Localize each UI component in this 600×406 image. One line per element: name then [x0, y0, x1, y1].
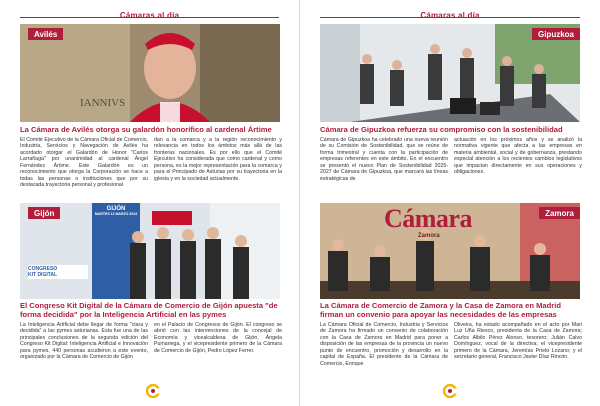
headline-gijon: El Congreso Kit Digital de la Cámara de Comercio de Gijón apuesta "de forma decidida" por la Inteligencia Artificial en las pymes — [20, 301, 278, 319]
region-tag-gipuzkoa: Gipuzkoa — [532, 28, 580, 40]
body-gijon — [20, 322, 282, 361]
inscription-text: IANNIVS — [80, 97, 126, 109]
page-header — [20, 2, 279, 18]
wall-logo-sub-text: Zamora — [418, 233, 440, 239]
zamora-wall-logo — [384, 206, 472, 232]
region-tag-gijon: Gijón — [28, 207, 60, 219]
body-aviles-col2: dan a la comarca y a la región reconocimiento y relevancia en todos los ámbitos más allá de las fronteras nacionales. Es por ello que el Comité Ejecutivo ha considerada que como cardenal y como persona, es la mejor representación para la comarca y para el Principado de Asturias por su trayectoria en la iglesia y en la sociedad actualmente. — [154, 137, 282, 182]
body-aviles-col1: El Comité Ejecutivo de la Cámara Oficial de Comercio, Industria, Servicios y Navegación de Avilés ha acordado otorgar el Galardón de Honor "Carlos Larrañaga" por unanimidad al cardenal Ángel Fernández Ártime. Este Galardón es un reconocimiento que otorga la Corporación se hace a todas las personas o instituciones que por su destacada trayectoria personal y profesional — [20, 137, 148, 189]
page-header — [320, 2, 580, 18]
body-gijon-col2: en el Palacio de Congresos de Gijón. El congreso se abrió con las intervenciones de la concejal de Economía y vicealcaldesa de Gijón, Ángela Pumariega, y el vicepresidente primero de la Cámara de Comercio de Gijón, Pedro López Ferrer. — [154, 322, 282, 354]
gijon-banner-bottom — [28, 266, 80, 278]
camara-c-logo-icon — [146, 384, 160, 398]
banner-line-4: KIT DIGITAL — [28, 272, 58, 278]
banner-line-1: GIJÓN — [106, 206, 126, 212]
camara-c-logo-icon — [443, 384, 457, 398]
body-zamora-col1: La Cámara Oficial de Comercio, Industria y Servicios de Zamora ha firmado un convenio de colaboración con la Casa de Zamora en Madrid para poner a disposición de las empresas de la provincia un nuevo punto de encuentro, promoción y desarrollo en la capital de España. El presidente de la Cámara de Comercio, Enrique — [320, 322, 448, 367]
headline-aviles: La Cámara de Avilés otorga su galardón honorífico al cardenal Ártime — [20, 125, 272, 134]
body-zamora — [320, 322, 582, 367]
body-aviles — [20, 137, 282, 189]
body-gipuzkoa-col1: Cámara de Gipuzkoa ha celebrado una nueva reunión de su Comisión de Sostenibilidad, que se reúne de forma trimestral y cuenta con la participación de empresas referentes en este ámbito. En el encuentro se presentó el nuevo Plan de Sostenibilidad 2025-2027 de Cámara de Gipuzkoa, que marcará las líneas estratégicas de — [320, 137, 448, 182]
wall-logo-text: Cámara — [384, 204, 472, 233]
right-page — [300, 0, 600, 406]
body-zamora-col2: Oliveira, ha estado acompañado en el acto por Mari Luz Uña Riesco, presidenta de la Casa de Zamora; Carlos Albilo Pérez Alonso, tesorero; Julián Calvo Domínguez, vocal de la directiva; el vicepresidente primero de la Cámara, Jeremías Prieto Lozano; y el secretario general, Francisco Javier Díaz Rincón. — [454, 322, 582, 361]
region-tag-aviles: Avilés — [28, 28, 63, 40]
headline-zamora: La Cámara de Comercio de Zamora y la Casa de Zamora en Madrid firman un convenio para apoyar las necesidades de las empresas — [320, 301, 561, 319]
region-tag-zamora: Zamora — [539, 207, 580, 219]
body-gipuzkoa-col2: actuación en los próximos años y se analizó la normativa vigente que afecta a las empresas en materia ambiental, social y de gobernanza, prestando especial atención a los recientes cambios legislativos que impactan directamente en sus operaciones y obligaciones. — [454, 137, 582, 176]
headline-gipuzkoa: Cámara de Gipuzkoa refuerza su compromiso con la sostenibilidad — [320, 125, 563, 134]
zamora-wall-sub — [418, 233, 440, 239]
section-title: Cámaras al día — [420, 11, 480, 20]
gijon-banner — [92, 206, 140, 216]
body-gijon-col1: La Inteligencia Artificial debe llegar de forma "clara y decidida" a las pymes asturianas. Esta fue una de las principales conclusiones de la segunda edición del Congreso Kit Digital: Inteligencia Artificial e Innovación para pymes, 440 personas acudieron a este evento, organizado por la Cámara de Comercio de Gijón — [20, 322, 148, 361]
body-gipuzkoa — [320, 137, 582, 182]
banner-line-3: CONGRESO — [28, 266, 58, 272]
section-title: Cámaras al día — [119, 11, 180, 20]
banner-line-2: MARTES 12 MARZO 2024 — [94, 212, 138, 216]
